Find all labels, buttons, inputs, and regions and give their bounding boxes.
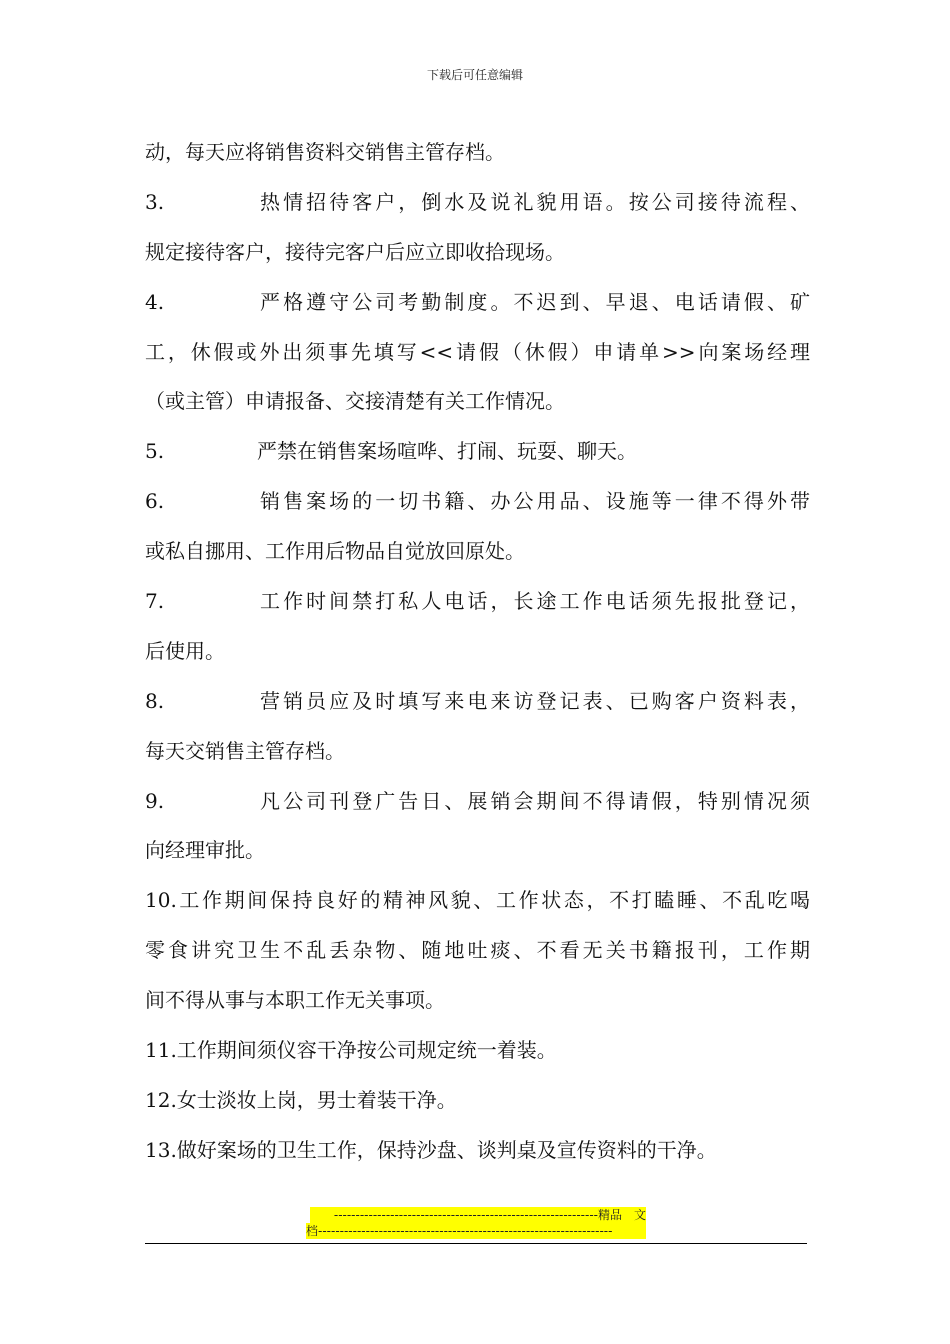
item-text: 严禁在销售案场喧哗、打闹、玩耍、聊天。: [257, 439, 637, 464]
item-number: 9.: [145, 788, 165, 813]
list-item-12: 12.女士淡妆上岗，男士着装干净。: [145, 1087, 457, 1112]
list-item-3: [145, 178, 810, 228]
footer-line-1: -------------------------------------------------------------精品 文: [310, 1207, 646, 1223]
text-line: 工，休假或外出须事先填写<<请假（休假）申请单>>向案场经理: [145, 339, 810, 364]
footer-watermark: [306, 1207, 646, 1239]
item-text: 热情招待客户，倒水及说礼貌用语。按公司接待流程、: [257, 189, 810, 214]
text-line: 规定接待客户，接待完客户后应立即收拾现场。: [145, 239, 565, 264]
item-text: 凡公司刊登广告日、展销会期间不得请假，特别情况须: [257, 788, 810, 813]
list-item-8: [145, 677, 810, 727]
text-line: 零食讲究卫生不乱丢杂物、随地吐痰、不看无关书籍报刊，工作期: [145, 938, 810, 963]
list-item-9: [145, 777, 810, 827]
item-number: 4.: [145, 289, 165, 314]
item-text: 工作时间禁打私人电话，长途工作电话须先报批登记，: [257, 589, 810, 614]
item-number: 8.: [145, 688, 165, 713]
item-text: 严格遵守公司考勤制度。不迟到、早退、电话请假、矿: [257, 289, 810, 314]
text-line: （或主管）申请报备、交接清楚有关工作情况。: [145, 389, 565, 414]
item-number: 3.: [145, 189, 165, 214]
item-number: 5.: [145, 439, 165, 464]
list-item-5: [145, 427, 810, 477]
footer-divider: [145, 1243, 807, 1244]
list-item-11: 11.工作期间须仪容干净按公司规定统一着装。: [145, 1038, 557, 1063]
list-item-13: 13.做好案场的卫生工作，保持沙盘、谈判桌及宣传资料的干净。: [145, 1137, 717, 1162]
text-line: 每天交销售主管存档。: [145, 738, 345, 763]
page-header: 下载后可任意编辑: [426, 68, 523, 82]
item-text: 销售案场的一切书籍、办公用品、设施等一律不得外带: [257, 489, 810, 514]
list-item-10: 10.工作期间保持良好的精神风貌、工作状态，不打瞌睡、不乱吃喝: [145, 888, 810, 913]
text-line: 向经理审批。: [145, 838, 265, 863]
list-item-6: [145, 477, 810, 527]
item-number: 6.: [145, 489, 165, 514]
document-body: [145, 128, 810, 1176]
text-line: 或私自挪用、工作用后物品自觉放回原处。: [145, 539, 525, 564]
list-item-4: [145, 278, 810, 328]
item-number: 7.: [145, 589, 165, 614]
text-line: 后使用。: [145, 638, 225, 663]
item-text: 营销员应及时填写来电来访登记表、已购客户资料表，: [257, 688, 810, 713]
text-line: 动，每天应将销售资料交销售主管存档。: [145, 140, 505, 164]
text-line: 间不得从事与本职工作无关事项。: [145, 988, 445, 1013]
footer-line-2: 档--------------------------------------------------------------------: [306, 1223, 646, 1239]
list-item-7: [145, 577, 810, 627]
